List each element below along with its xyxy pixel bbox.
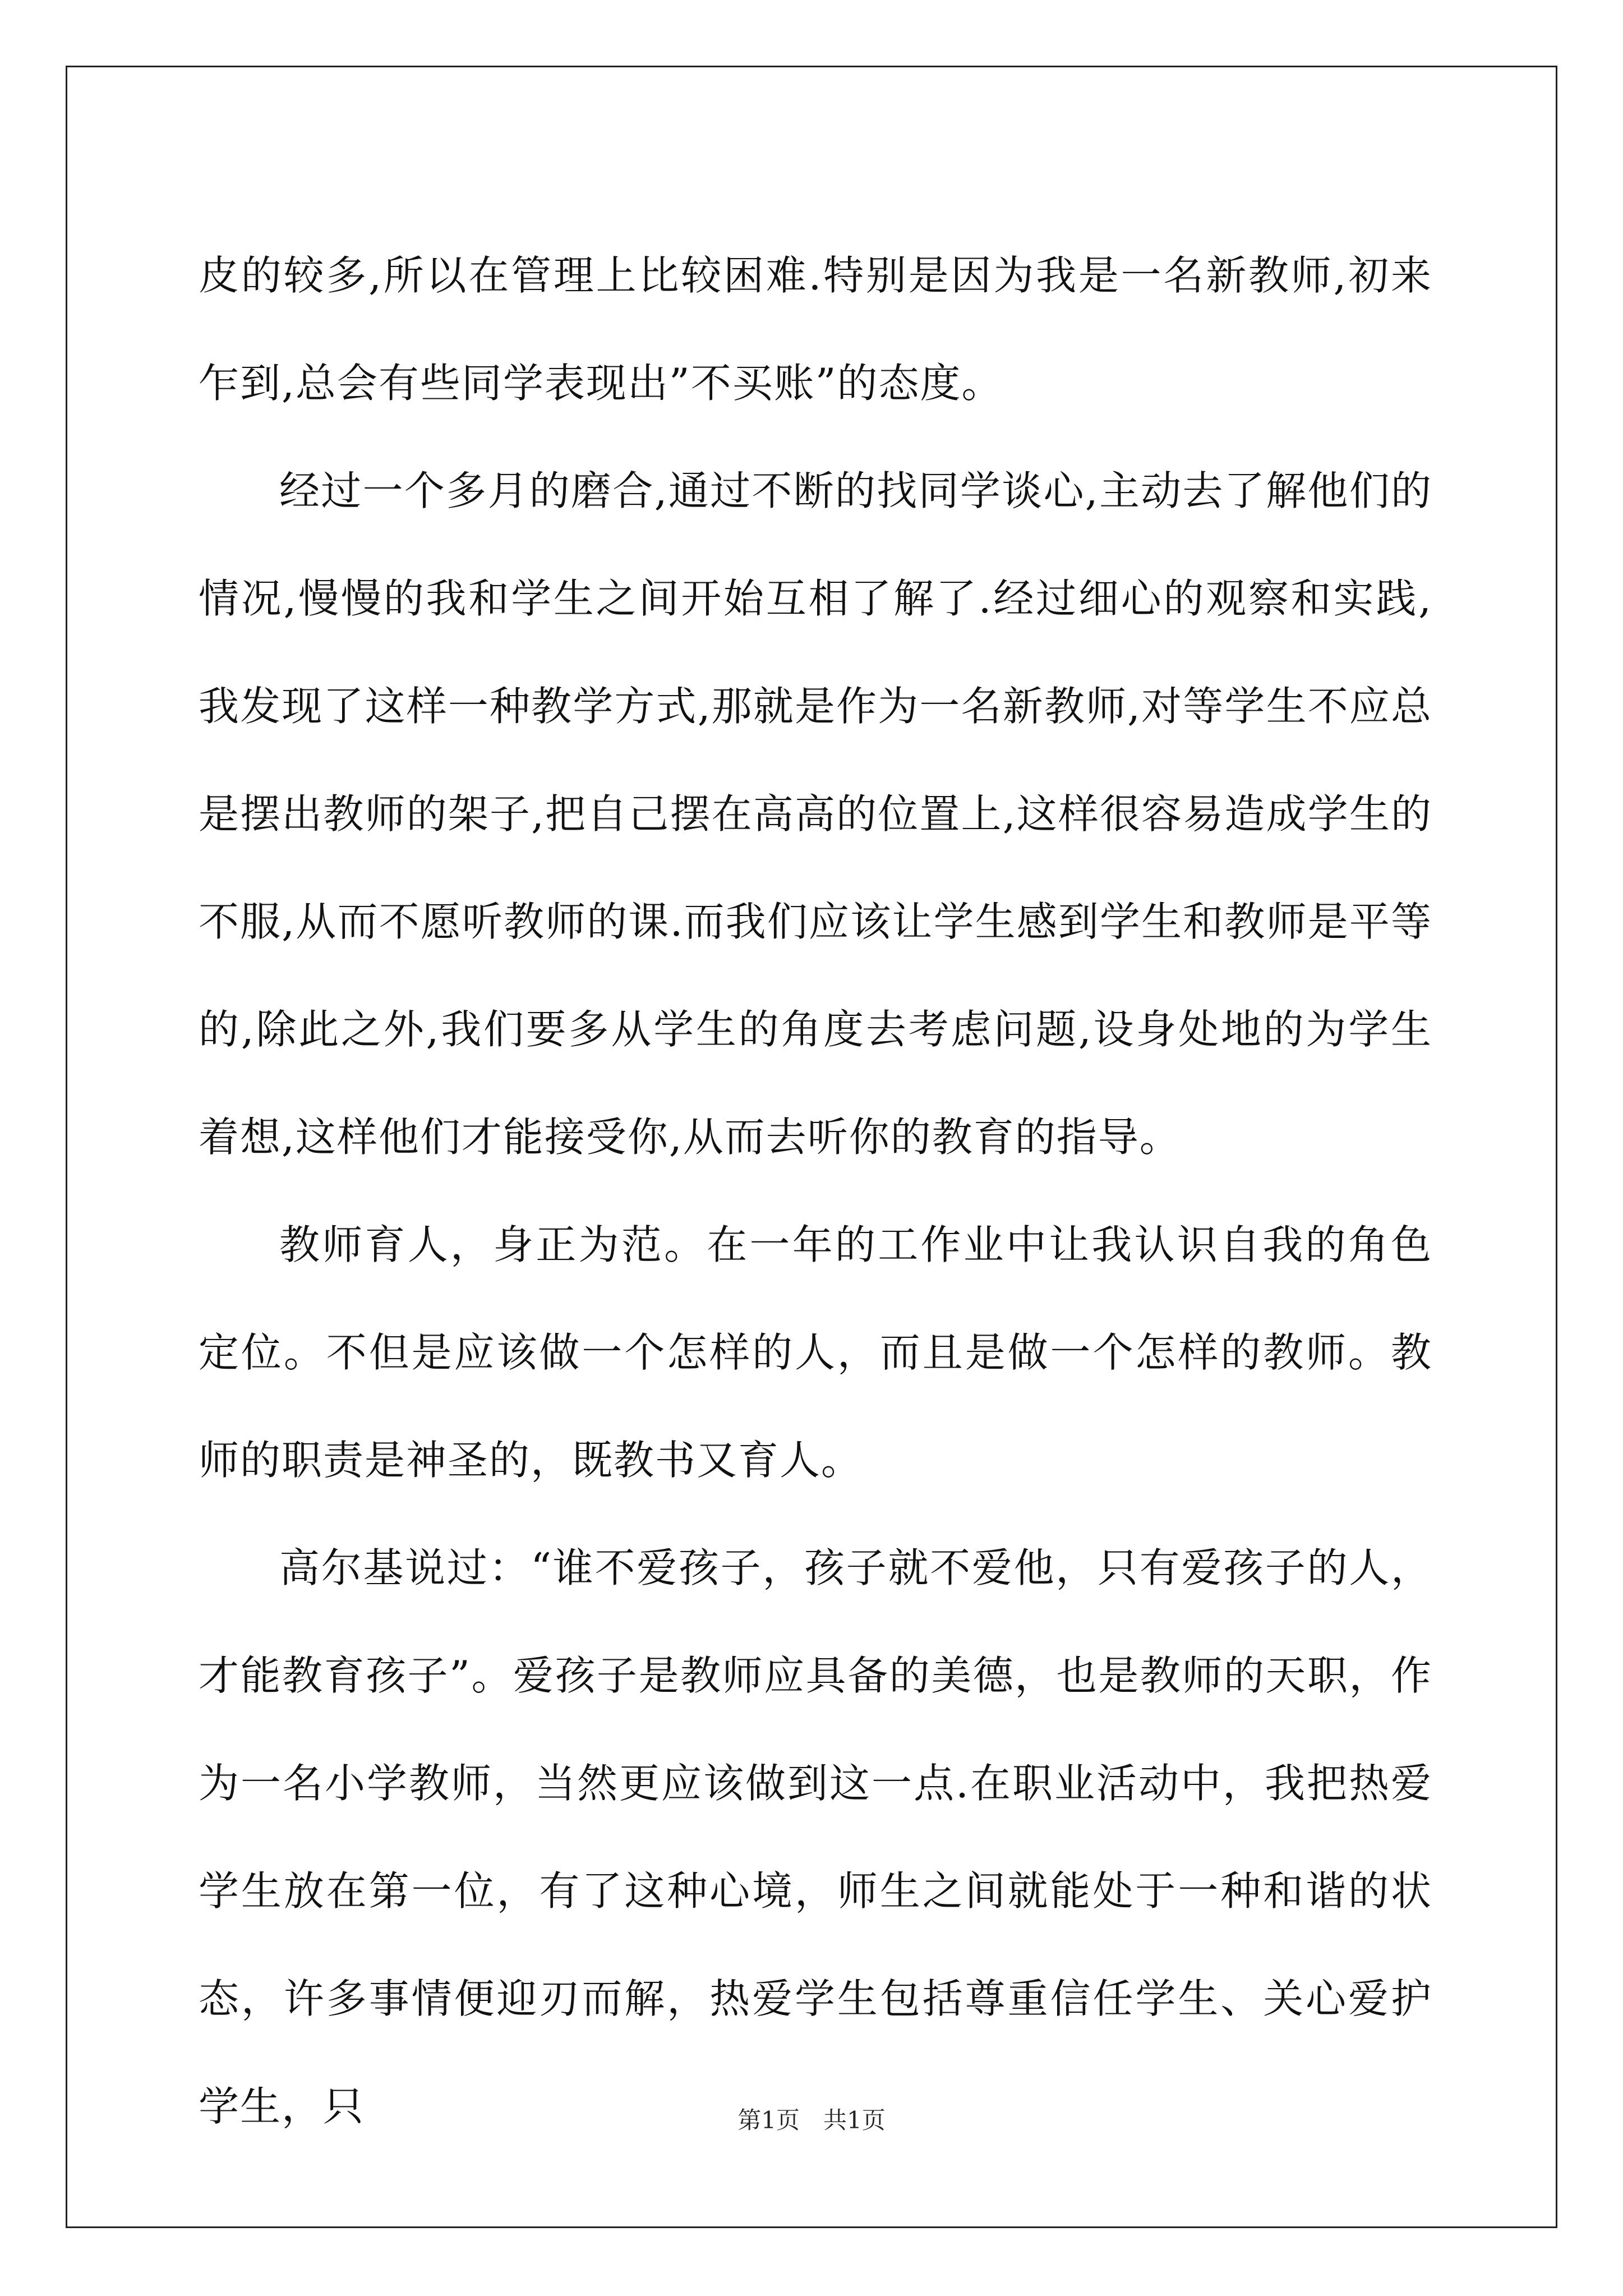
page-number-footer: 第1页 共1页 [737, 2106, 886, 2134]
paragraph-3: 教师育人，身正为范。在一年的工作业中让我认识自我的角色定位。不但是应该做一个怎样的人，而且是做一个怎样的教师。教师的职责是神圣的，既教书又育人。 [199, 1221, 1432, 1484]
paragraph-1: 皮的较多,所以在管理上比较困难.特别是因为我是一名新教师,初来乍到,总会有些同学表现出”不买账”的态度。 [199, 252, 1432, 407]
paragraph-4: 高尔基说过：“谁不爱孩子，孩子就不爱他，只有爱孩子的人，才能教育孩子”。爱孩子是教师应具备的美德，也是教师的天职，作为一名小学教师，当然更应该做到这一点.在职业活动中，我把热爱学生放在第一位，有了这种心境，师生之间就能处于一种和谐的状态，许多事情便迎刃而解，热爱学生包括尊重信任学生、关心爱护学生，只 [199, 1544, 1432, 2130]
paragraph-2: 经过一个多月的磨合,通过不断的找同学谈心,主动去了解他们的情况,慢慢的我和学生之间开始互相了解了.经过细心的观察和实践,我发现了这样一种教学方式,那就是作为一名新教师,对等学生不应总是摆出教师的架子,把自己摆在高高的位置上,这样很容易造成学生的不服,从而不愿听教师的课.而我们应该让学生感到学生和教师是平等的,除此之外,我们要多从学生的角度去考虑问题,设身处地的为学生着想,这样他们才能接受你,从而去听你的教育的指导。 [199, 467, 1432, 1161]
document-body [199, 222, 1432, 2160]
